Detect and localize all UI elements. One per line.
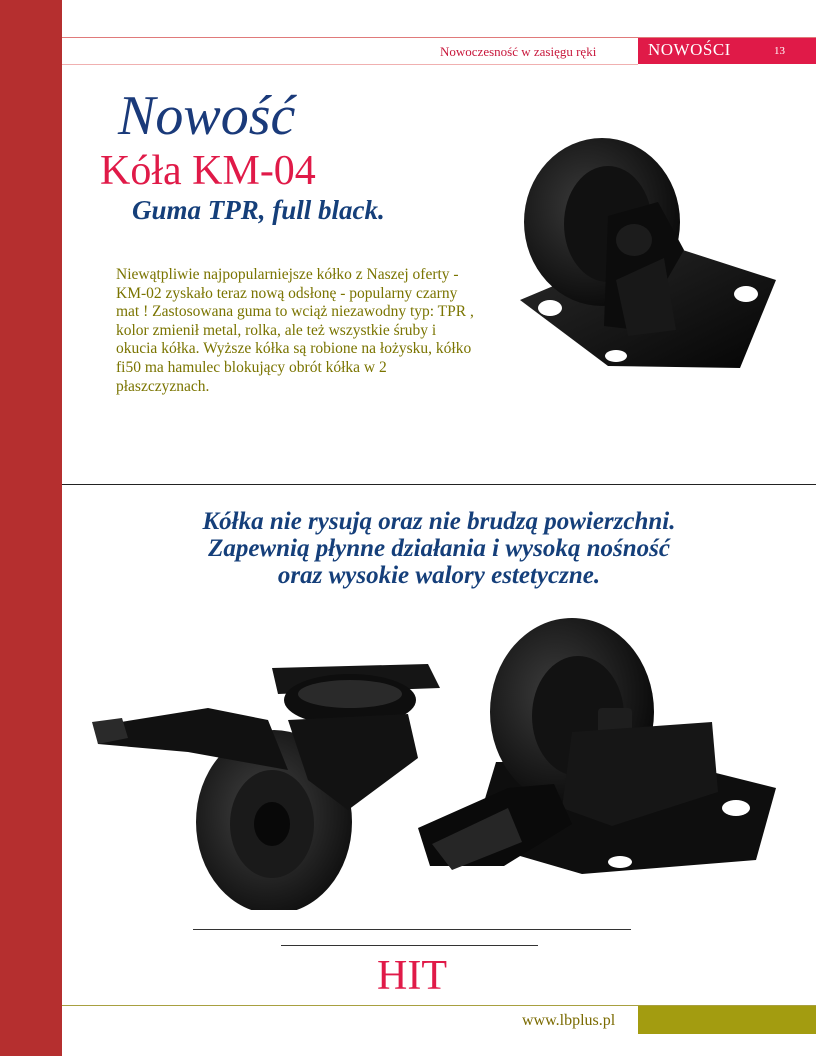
product-description: Niewątpliwie najpopularniejsze kółko z Naszej oferty - KM-02 zyskało teraz nową odsłonę - popularny czarny mat ! Zastosowana guma to wciąż niezawodny typ: TPR , kolor zmienił metal, rolka, ale też wszystkie śruby i okucia kółka. Wyższe kółka są robione na łożysku, kółko fi50 ma hamulec blokujący obrót kółka w 2 płaszczyznach. xyxy=(116,266,474,395)
hit-badge: HIT xyxy=(377,953,447,999)
slogan-line-1: Kółka nie rysują oraz nie brudzą powierzchni. xyxy=(202,508,676,535)
footer-color-box xyxy=(638,1006,816,1034)
caster-plate-brake-image xyxy=(412,612,790,880)
slogan xyxy=(62,508,816,589)
slogan-line-3: oraz wysokie walory estetyczne. xyxy=(277,562,601,589)
page-number: 13 xyxy=(774,45,785,57)
header-section-label: NOWOŚCI xyxy=(648,40,731,59)
slogan-line-2: Zapewnią płynne działania i wysoką nośność xyxy=(208,535,670,562)
section-divider xyxy=(62,484,816,485)
page-title: Nowość xyxy=(118,85,296,147)
caster-swivel-brake-image xyxy=(88,660,448,910)
decorative-rule-short xyxy=(281,945,538,946)
product-subtitle: Guma TPR, full black. xyxy=(132,195,385,225)
sidebar-stripe xyxy=(0,0,62,1056)
header-bottom-rule xyxy=(62,64,638,65)
header-tagline: Nowoczesność w zasięgu ręki xyxy=(440,44,597,59)
product-name: Kóła KM-04 xyxy=(100,148,316,194)
caster-fixed-image xyxy=(508,130,780,370)
footer-url[interactable]: www.lbplus.pl xyxy=(522,1012,616,1029)
decorative-rule-long xyxy=(193,929,631,930)
